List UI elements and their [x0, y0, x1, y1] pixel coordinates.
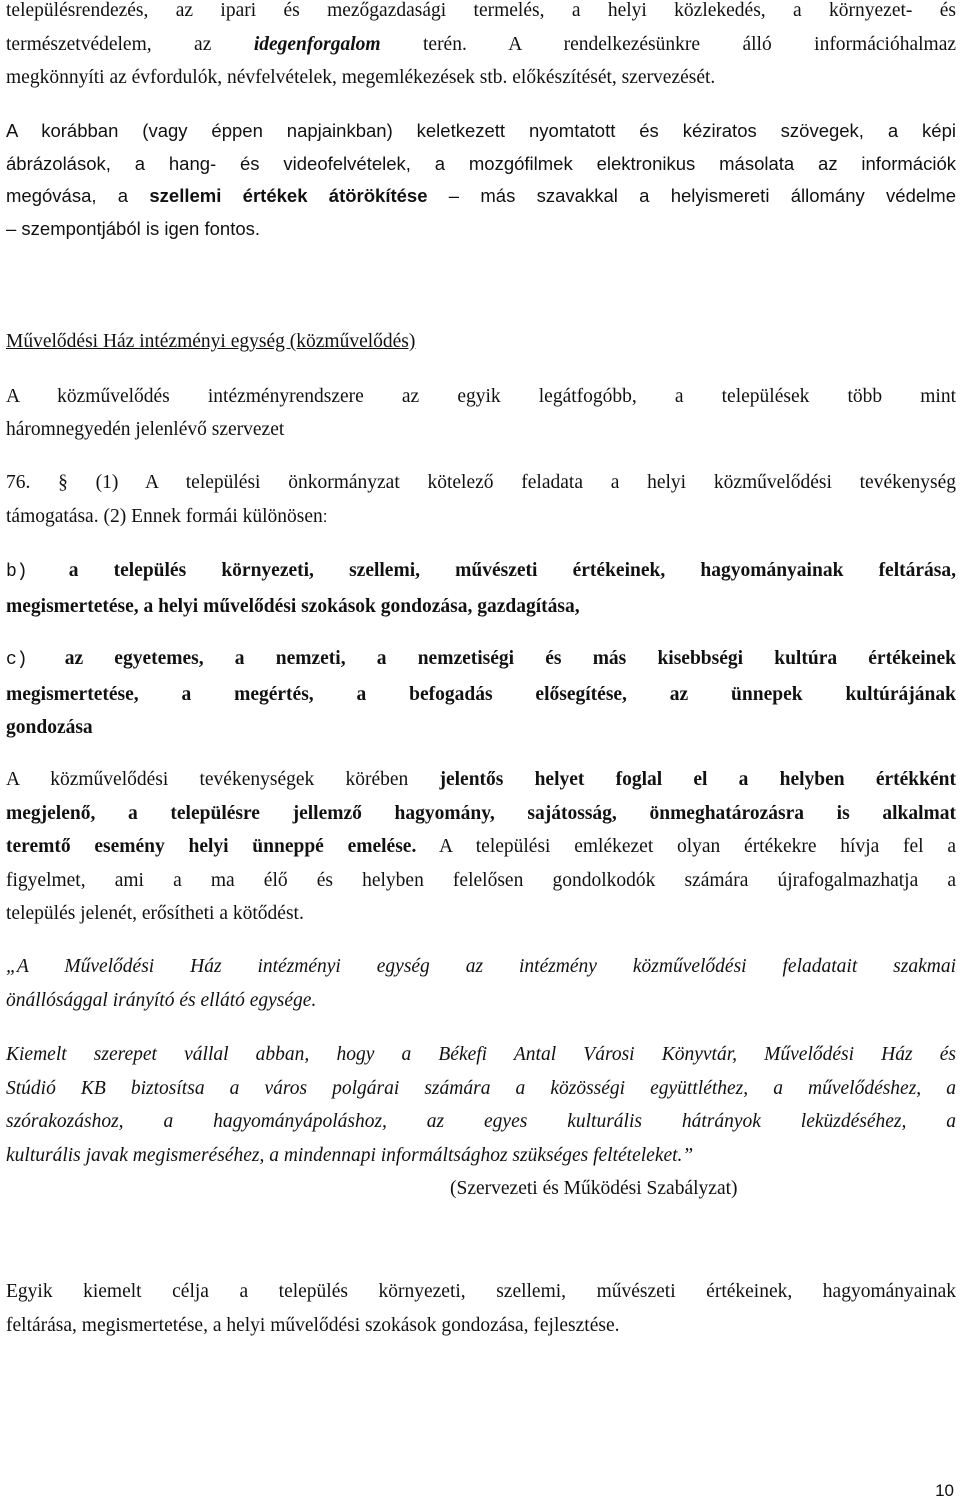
- page-number: 10: [935, 1481, 954, 1500]
- list-item-line-last: megismertetése, a helyi művelődési szokások gondozása, gazdagítása,: [6, 595, 580, 617]
- intro-paragraph: [6, 0, 956, 95]
- quote-line: „A Művelődési Ház intézményi egység az intézmény közművelődési feladatait szakmai: [6, 956, 956, 977]
- list-item-line: c) az egyetemes, a nemzeti, a nemzetiségi és más kisebbségi kultúra értékeinek: [6, 648, 957, 670]
- paragraph-line: A közművelődés intézményrendszere az egyik legátfogóbb, a települések több mint: [6, 386, 956, 407]
- quote-block-2: [6, 1038, 956, 1206]
- paragraph-line: 76. § (1) A települési önkormányzat kötelező feladata a helyi közművelődési tevékenység: [6, 472, 956, 493]
- quote-line: szórakozáshoz, a hagyományápoláshoz, az egyes kulturális hátrányok leküzdéséhez, a: [6, 1111, 956, 1132]
- paragraph-line-last: település jelenét, erősítheti a kötődést.: [6, 903, 304, 924]
- emphasis-szellemi-ertekek: szellemi értékek átörökítése: [149, 185, 428, 206]
- list-item-b: [6, 554, 956, 623]
- quote-line: kulturális javak megismeréséhez, a mindennapi informáltsághoz szükséges feltételeket.”: [6, 1144, 694, 1166]
- paragraph-cel: [6, 1275, 956, 1342]
- paragraph-line: A közművelődési tevékenységek körében jelentős helyet foglal el a helyben értékként: [6, 769, 956, 790]
- paragraph-line: teremtő esemény helyi ünneppé emelése. A települési emlékezet olyan értékekre hívja fel a: [6, 836, 956, 857]
- section-heading: Művelődési Ház intézményi egység (közművelődés): [6, 331, 416, 352]
- quote-source: (Szervezeti és Működési Szabályzat): [450, 1178, 738, 1199]
- list-item-line: megismertetése, a megértés, a befogadás elősegítése, az ünnepek kultúrájának: [6, 683, 956, 705]
- quote-line: önállósággal irányító és ellátó egysége.: [6, 989, 317, 1011]
- list-item-line: b) a település környezeti, szellemi, művészeti értékeinek, hagyományainak feltárása,: [6, 560, 956, 582]
- intro-line: természetvédelem, az idegenforgalom terén. A rendelkezésünkre álló információhalmaz: [6, 33, 956, 55]
- quote-line: Kiemelt szerepet vállal abban, hogy a Békefi Antal Városi Könyvtár, Művelődési Ház és: [6, 1044, 956, 1065]
- paragraph-line: ábrázolások, a hang- és videofelvételek, a mozgófilmek elektronikus másolata az információk: [6, 152, 956, 174]
- paragraph-unnep: [6, 763, 956, 931]
- paragraph-line-last: támogatása. (2) Ennek formái különösen:: [6, 505, 328, 527]
- paragraph-line: megjelenő, a településre jellemző hagyomány, sajátosság, önmeghatározásra is alkalmat: [6, 802, 956, 824]
- paragraph-line: Egyik kiemelt célja a település környezeti, szellemi, művészeti értékeinek, hagyományainak: [6, 1281, 956, 1302]
- paragraph-law-76: [6, 466, 956, 533]
- quote-block: [6, 950, 956, 1017]
- paragraph-kozmuvelodes: [6, 381, 956, 446]
- emphasis-idegenforgalom: idegenforgalom: [253, 33, 381, 55]
- intro-line: településrendezés, az ipari és mezőgazdasági termelés, a helyi közlekedés, a környezet- és: [6, 0, 956, 21]
- paragraph-line-last: háromnegyedén jelenlévő szervezet: [6, 418, 285, 440]
- paragraph-line: figyelmet, ami a ma élő és helyben felelősen gondolkodók számára újrafogalmazhatja a: [6, 869, 956, 891]
- quote-line: Stúdió KB biztosítsa a város polgárai számára a közösségi együttléthez, a művelődéshez, a: [6, 1077, 956, 1099]
- intro-line-last: megkönnyíti az évfordulók, névfelvételek, megemlékezések stb. előkészítését, szervezését.: [6, 67, 716, 88]
- paragraph-archiving: [6, 115, 956, 245]
- paragraph-line: megóvása, a szellemi értékek átörökítése – más szavakkal a helyismereti állomány védelme: [6, 185, 956, 206]
- paragraph-line-last: feltárása, megismertetése, a helyi művelődési szokások gondozása, fejlesztése.: [6, 1314, 620, 1336]
- paragraph-line-last: – szempontjából is igen fontos.: [6, 217, 261, 239]
- paragraph-line: A korábban (vagy éppen napjainkban) keletkezett nyomtatott és kéziratos szövegek, a képi: [6, 120, 956, 141]
- list-item-c: [6, 642, 956, 745]
- list-item-line-last: gondozása: [6, 717, 93, 738]
